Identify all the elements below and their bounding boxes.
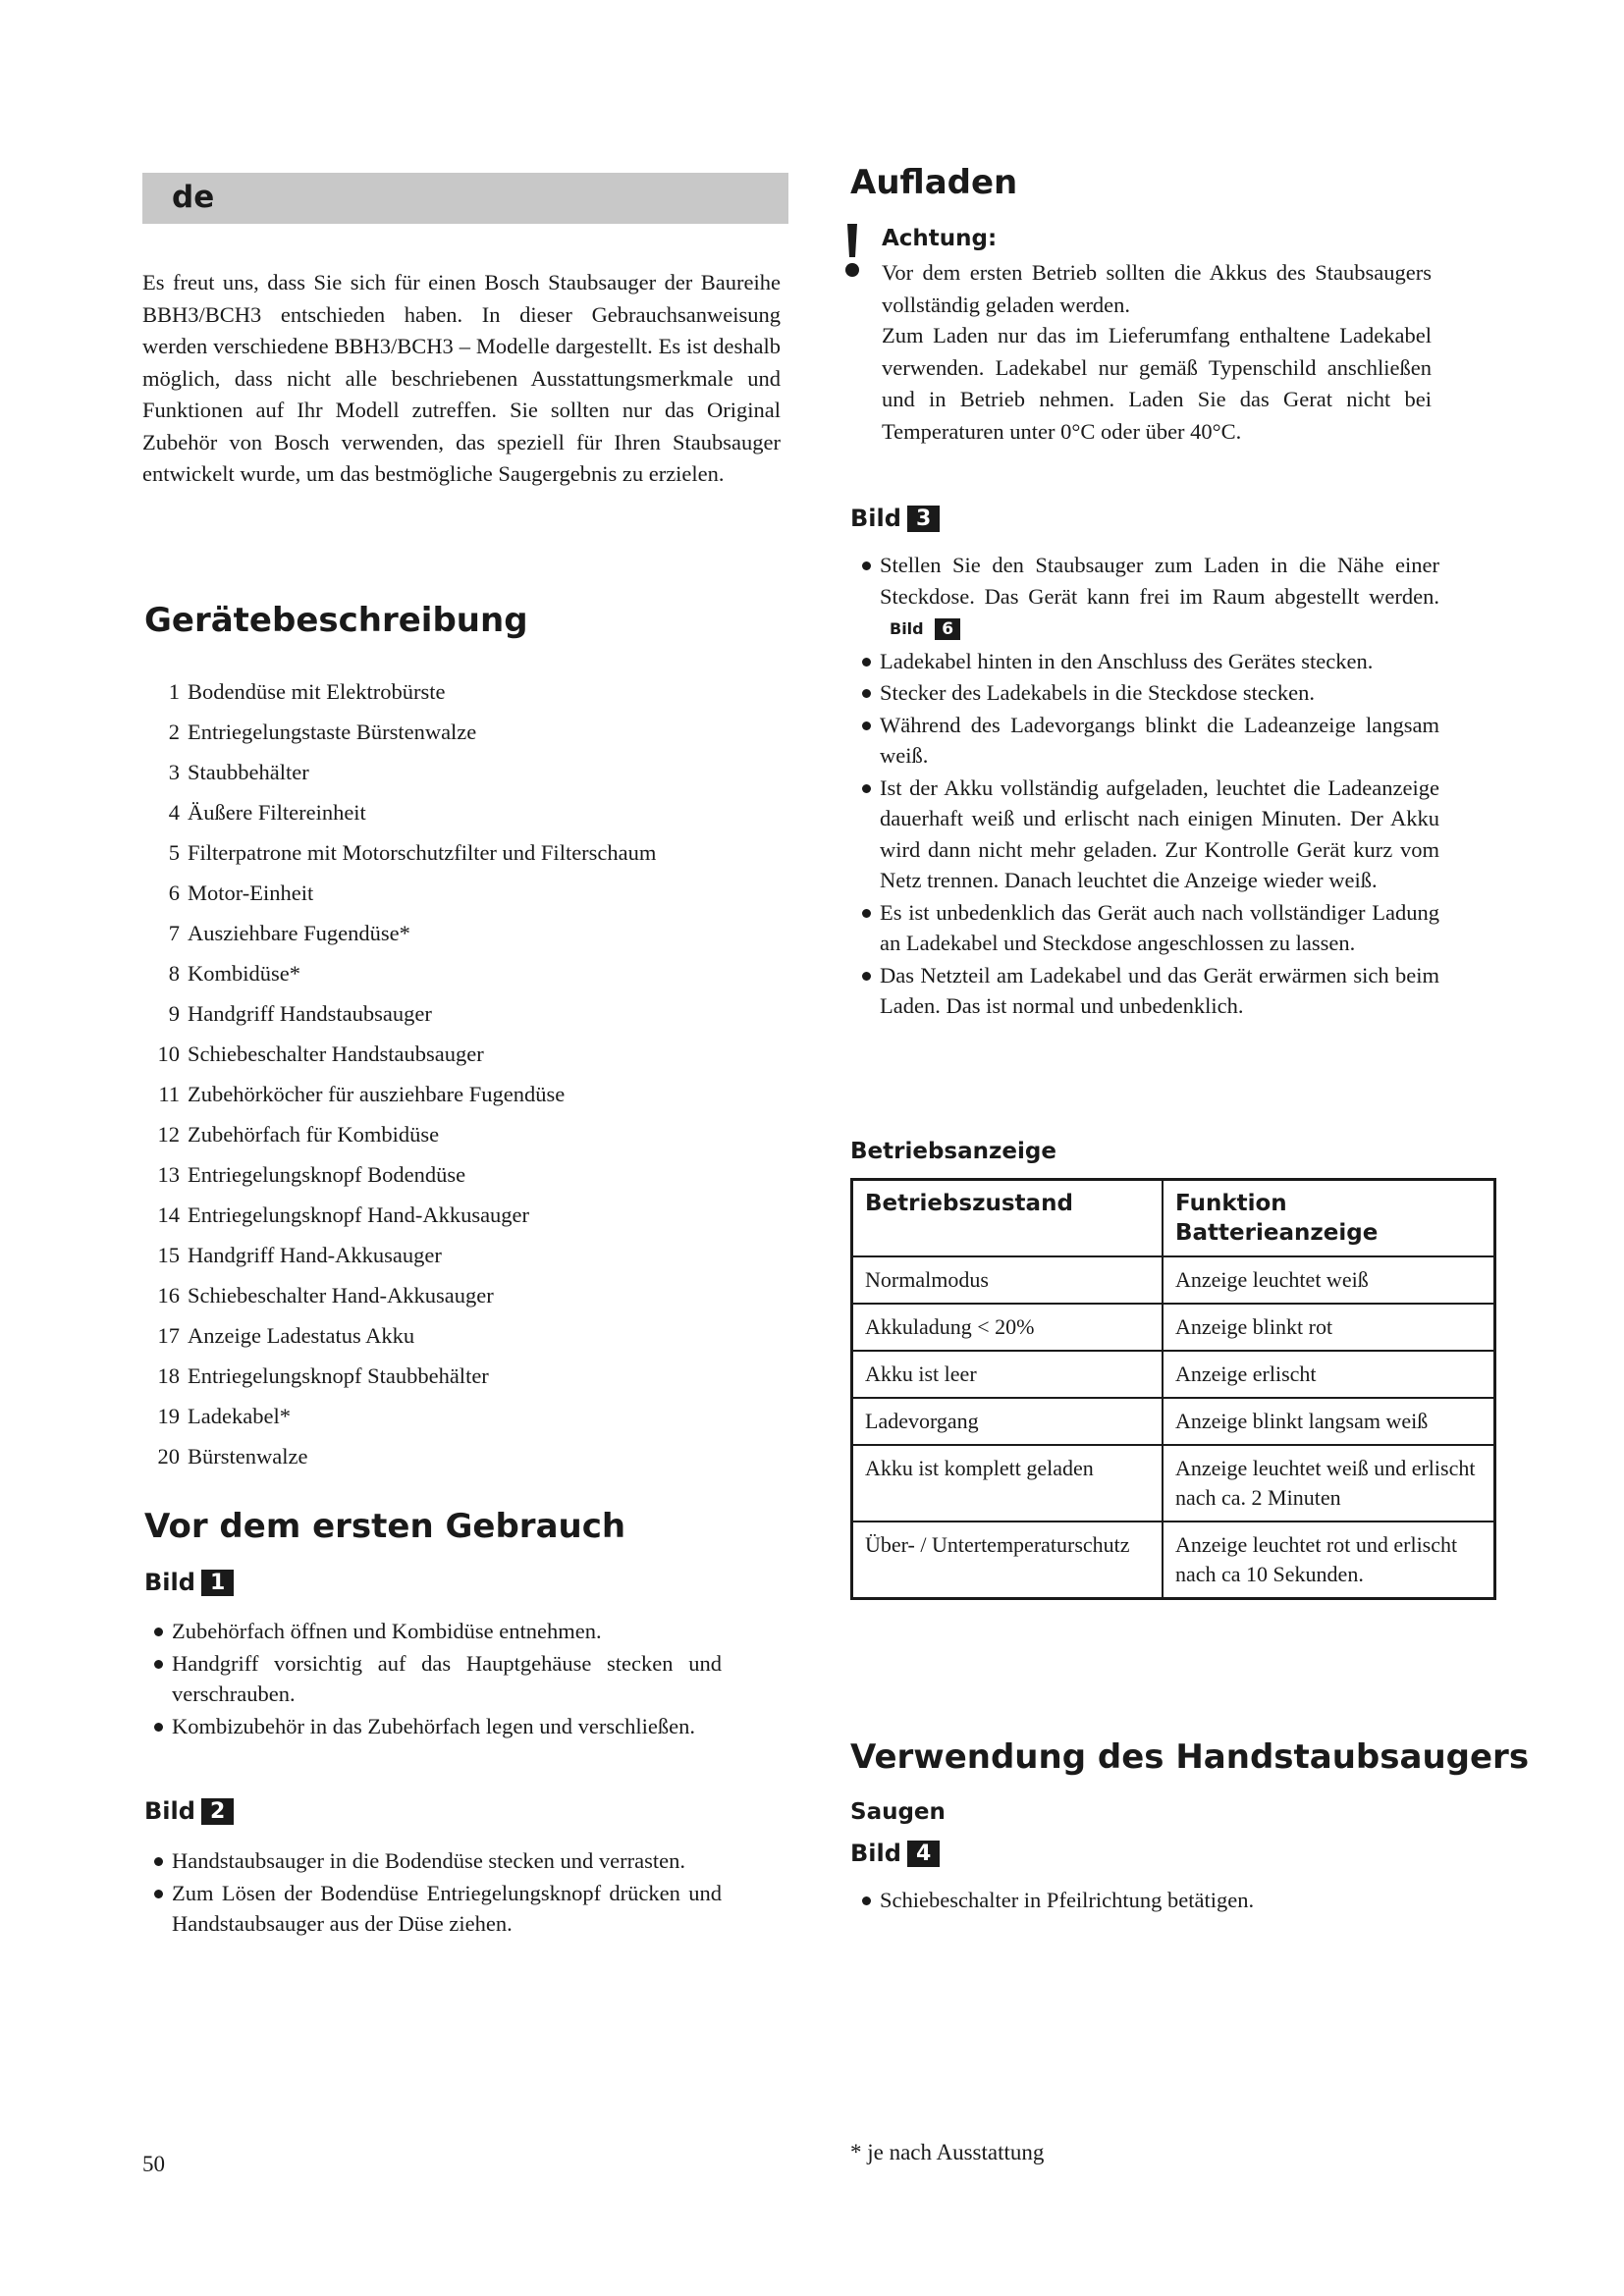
part-number: 18: [157, 1363, 180, 1388]
part-label: Handgriff Hand-Akkusauger: [188, 1243, 442, 1267]
part-label: Zubehörköcher für ausziehbare Fugendüse: [188, 1082, 566, 1106]
part-number: 16: [157, 1283, 180, 1308]
figure-label: Bild: [144, 1569, 195, 1596]
list-item: [142, 1114, 656, 1154]
list-item: [142, 1356, 656, 1396]
table-row: [852, 1256, 1495, 1304]
list-item: [142, 792, 656, 832]
figure-number: 4: [907, 1841, 940, 1867]
part-number: 3: [168, 760, 180, 784]
list-item: [850, 960, 1439, 1022]
part-number: 9: [168, 1001, 180, 1026]
list-item: [142, 1648, 722, 1710]
part-label: Motor-Einheit: [188, 881, 314, 905]
part-number: 4: [168, 800, 180, 825]
step-text: Kombizubehör in das Zubehörfach legen und verschließen.: [172, 1713, 695, 1738]
part-label: Schiebeschalter Hand-Akkusauger: [188, 1283, 494, 1308]
list-item: [850, 677, 1439, 709]
section-title-verwendung: Verwendung des Handstaubsaugers: [850, 1737, 1530, 1777]
part-number: 8: [168, 961, 180, 986]
part-label: Entriegelungstaste Bürstenwalze: [188, 720, 477, 744]
part-number: 10: [157, 1041, 180, 1066]
list-item: [142, 1154, 656, 1195]
step-text: Das Netzteil am Ladekabel und das Gerät erwärmen sich beim Laden. Das ist normal und unbedenklich.: [880, 962, 1439, 1018]
figure-label: Bild: [850, 505, 901, 532]
list-item: [142, 712, 656, 752]
bild1-steps: [142, 1616, 722, 1742]
step-text: Während des Ladevorgangs blinkt die Ladeanzeige langsam weiß.: [880, 712, 1439, 768]
section-title-geraetebeschreibung: Gerätebeschreibung: [144, 601, 528, 640]
figure-label: Bild: [890, 619, 924, 638]
list-item: [850, 646, 1439, 677]
table-row: [852, 1398, 1495, 1445]
part-label: Entriegelungsknopf Bodendüse: [188, 1162, 466, 1187]
list-item: [142, 1315, 656, 1356]
parts-list: [142, 671, 656, 1476]
figure-label: Bild: [144, 1797, 195, 1825]
table-cell-state: Akku ist komplett geladen: [852, 1445, 1164, 1522]
part-label: Ladekabel*: [188, 1404, 291, 1428]
list-item: [850, 1885, 1439, 1916]
inline-figure-ref: [890, 619, 960, 638]
part-number: 1: [168, 679, 180, 704]
warning-text-2: Zum Laden nur das im Lieferumfang enthaltene Ladekabel verwenden. Ladekabel nur gemäß Typenschild anschließen und in Betrieb nehmen. Laden Sie das Gerat nicht bei Temperaturen unter 0°C oder über 40°C.: [882, 323, 1432, 444]
table-cell-function: Anzeige blinkt rot: [1163, 1304, 1495, 1351]
part-label: Äußere Filtereinheit: [188, 800, 366, 825]
figure-ref-3: [850, 505, 940, 532]
bild2-steps: [142, 1845, 722, 1941]
step-text: Es ist unbedenklich das Gerät auch nach vollständiger Ladung an Ladekabel und Steckdose angeschlossen zu lassen.: [880, 899, 1439, 955]
column-header: Funktion Batterieanzeige: [1163, 1180, 1495, 1257]
part-label: Kombidüse*: [188, 961, 300, 986]
list-item: [142, 1396, 656, 1436]
page-number: 50: [142, 2152, 165, 2176]
intro-paragraph: Es freut uns, dass Sie sich für einen Bosch Staubsauger der Baureihe BBH3/BCH3 entschieden haben. In dieser Gebrauchsanweisung werden verschiedene BBH3/BCH3 – Modelle dargestellt. Es ist deshalb möglich, dass nicht alle beschriebenen Ausstattungsmerkmale und Funktionen auf Ihr Modell zutreffen. Sie sollten nur das Original Zubehör von Bosch verwenden, das speziell für Ihren Staubsauger entwickelt wurde, um das bestmögliche Saugergebnis zu erzielen.: [142, 270, 781, 486]
part-number: 2: [168, 720, 180, 744]
part-label: Bodendüse mit Elektrobürste: [188, 679, 446, 704]
table-cell-function: Anzeige leuchtet weiß: [1163, 1256, 1495, 1304]
list-item: [142, 1878, 722, 1940]
table-row: [852, 1304, 1495, 1351]
list-item: [850, 710, 1439, 772]
part-label: Entriegelungsknopf Staubbehälter: [188, 1363, 489, 1388]
charging-steps: [850, 550, 1439, 1023]
section-title-erster-gebrauch: Vor dem ersten Gebrauch: [144, 1507, 626, 1546]
part-number: 12: [157, 1122, 180, 1147]
table-cell-state: Normalmodus: [852, 1256, 1164, 1304]
list-item: [142, 1034, 656, 1074]
part-number: 15: [157, 1243, 180, 1267]
table-cell-function: Anzeige leuchtet weiß und erlischt nach ca. 2 Minuten: [1163, 1445, 1495, 1522]
step-text: Handgriff vorsichtig auf das Hauptgehäuse stecken und verschrauben.: [172, 1650, 722, 1706]
part-label: Filterpatrone mit Motorschutzfilter und Filterschaum: [188, 840, 657, 865]
table-cell-state: Über- / Untertemperaturschutz: [852, 1522, 1164, 1599]
figure-ref-2: [144, 1797, 234, 1825]
figure-number: 1: [201, 1570, 234, 1596]
part-number: 7: [168, 921, 180, 945]
step-text: Ist der Akku vollständig aufgeladen, leuchtet die Ladeanzeige dauerhaft weiß und erlischt nach einigen Minuten. Der Akku wird dann nicht mehr geladen. Zur Kontrolle Gerät kurz vom Netz trennen. Danach leuchtet die Anzeige wieder weiß.: [880, 774, 1439, 892]
part-label: Zubehörfach für Kombidüse: [188, 1122, 440, 1147]
list-item: [142, 832, 656, 873]
part-number: 5: [168, 840, 180, 865]
figure-number: 2: [201, 1798, 234, 1825]
list-item: [142, 1195, 656, 1235]
list-item: [142, 1074, 656, 1114]
list-item: [142, 1235, 656, 1275]
list-item: [142, 1275, 656, 1315]
part-number: 11: [158, 1082, 180, 1106]
part-label: Anzeige Ladestatus Akku: [188, 1323, 415, 1348]
table-cell-state: Ladevorgang: [852, 1398, 1164, 1445]
figure-number: 6: [935, 618, 960, 640]
table-cell-state: Akkuladung < 20%: [852, 1304, 1164, 1351]
part-number: 13: [157, 1162, 180, 1187]
part-label: Handgriff Handstaubsauger: [188, 1001, 432, 1026]
table-header-row: [852, 1180, 1495, 1257]
part-number: 6: [168, 881, 180, 905]
warning-text-1: Vor dem ersten Betrieb sollten die Akkus des Staubsaugers vollständig geladen werden.: [882, 260, 1432, 317]
list-item: [850, 773, 1439, 896]
step-text: Stecker des Ladekabels in die Steckdose stecken.: [880, 680, 1315, 705]
warning-title: Achtung:: [882, 226, 998, 251]
table-row: [852, 1522, 1495, 1599]
step-text: Schiebeschalter in Pfeilrichtung betätigen.: [880, 1888, 1255, 1912]
list-item: [142, 993, 656, 1034]
column-header: Betriebszustand: [852, 1180, 1164, 1257]
list-item: [142, 671, 656, 712]
warning-icon: [844, 224, 860, 279]
step-text: Zubehörfach öffnen und Kombidüse entnehmen.: [172, 1619, 602, 1643]
list-item: [142, 913, 656, 953]
step-text: Stellen Sie den Staubsauger zum Laden in die Nähe einer Steckdose. Das Gerät kann frei im Raum abgestellt werden.: [880, 553, 1439, 609]
figure-label: Bild: [850, 1840, 901, 1867]
table-row: [852, 1351, 1495, 1398]
subsection-betriebsanzeige: Betriebsanzeige: [850, 1139, 1056, 1164]
part-label: Bürstenwalze: [188, 1444, 308, 1468]
figure-number: 3: [907, 506, 940, 532]
table-cell-function: Anzeige leuchtet rot und erlischt nach ca 10 Sekunden.: [1163, 1522, 1495, 1599]
part-label: Entriegelungsknopf Hand-Akkusauger: [188, 1202, 530, 1227]
list-item: [142, 1616, 722, 1647]
status-table: [850, 1178, 1496, 1600]
list-item: [142, 1845, 722, 1877]
step-text: Zum Lösen der Bodendüse Entriegelungsknopf drücken und Handstaubsauger aus der Düse ziehen.: [172, 1880, 722, 1936]
table-cell-function: Anzeige blinkt langsam weiß: [1163, 1398, 1495, 1445]
list-item: [142, 953, 656, 993]
subsection-saugen: Saugen: [850, 1799, 946, 1825]
vacuum-steps: [850, 1885, 1439, 1917]
table-cell-function: Anzeige erlischt: [1163, 1351, 1495, 1398]
table-cell-state: Akku ist leer: [852, 1351, 1164, 1398]
part-label: Schiebeschalter Handstaubsauger: [188, 1041, 484, 1066]
list-item: [142, 752, 656, 792]
list-item: [850, 897, 1439, 959]
list-item: [142, 1711, 722, 1742]
language-tab: [142, 173, 788, 224]
figure-ref-4: [850, 1840, 940, 1867]
footnote: * je nach Ausstattung: [850, 2140, 1045, 2164]
step-text: Ladekabel hinten in den Anschluss des Gerätes stecken.: [880, 648, 1374, 673]
figure-ref-1: [144, 1569, 234, 1596]
part-number: 19: [157, 1404, 180, 1428]
part-number: 17: [157, 1323, 180, 1348]
part-number: 14: [157, 1202, 180, 1227]
section-title-aufladen: Aufladen: [850, 163, 1018, 202]
part-label: Staubbehälter: [188, 760, 309, 784]
list-item: [142, 873, 656, 913]
part-label: Ausziehbare Fugendüse*: [188, 921, 410, 945]
list-item: [142, 1436, 656, 1476]
language-label: de: [172, 180, 215, 215]
part-number: 20: [157, 1444, 180, 1468]
step-text: Handstaubsauger in die Bodendüse stecken und verrasten.: [172, 1848, 685, 1873]
list-item: [850, 550, 1439, 645]
table-row: [852, 1445, 1495, 1522]
